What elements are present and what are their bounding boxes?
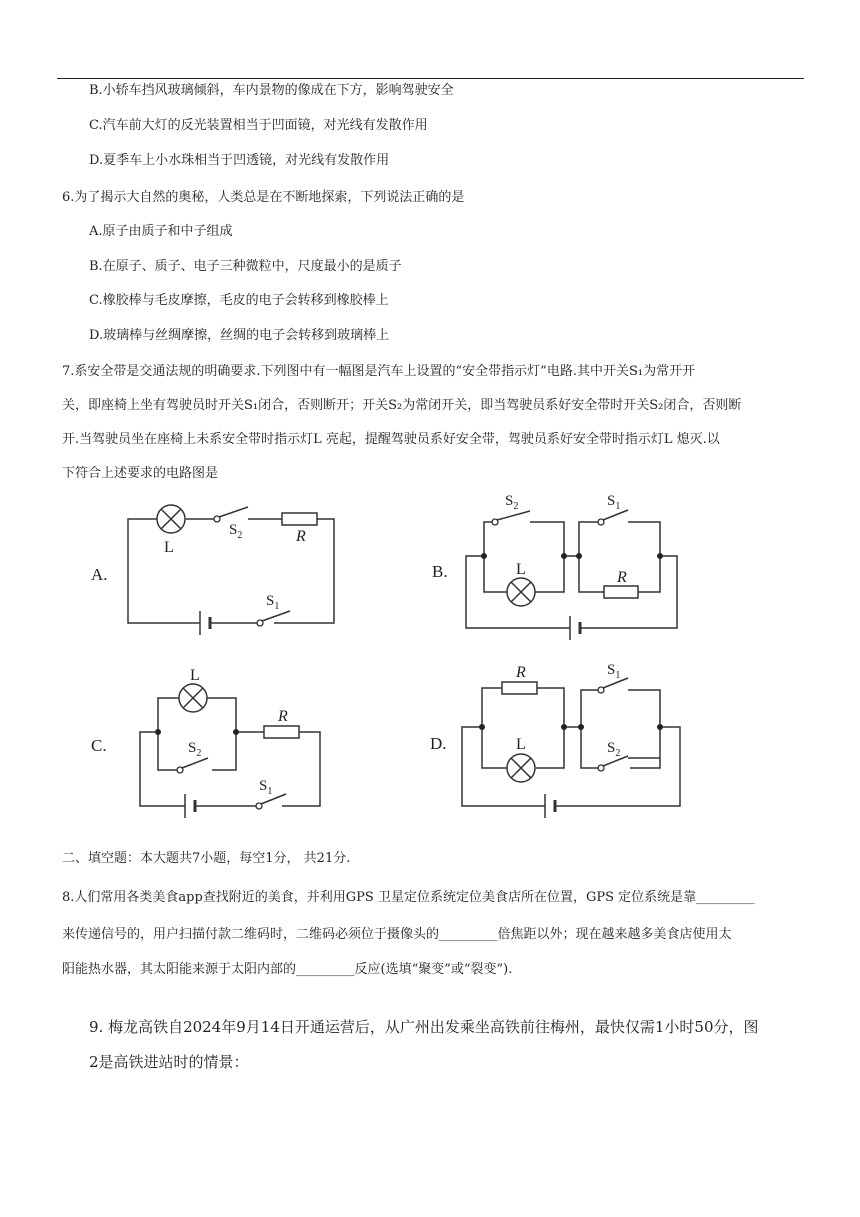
- lamp-label: L: [516, 736, 526, 753]
- circuit-d: [430, 662, 680, 818]
- q7-line-3: 开.当驾驶员坐在座椅上未系安全带时指示灯L 亮起，提醒驾驶员系好安全带，驾驶员系好安全带时指示灯L 熄灭.以: [62, 432, 720, 447]
- q5-option-c: C.汽车前大灯的反光装置相当于凹面镜，对光线有发散作用: [89, 118, 428, 133]
- switch-s1-icon: [598, 678, 628, 693]
- q9-line-1: 9. 梅龙高铁自2024年9月14日开通运营后，从广州出发乘坐高铁前往梅州，最快仅需1小时50分，图: [89, 1018, 759, 1036]
- resistor-label: R: [278, 708, 288, 725]
- battery-icon: [200, 611, 210, 635]
- q6-stem: 6.为了揭示大自然的奥秘，人类总是在不断地探索，下列说法正确的是: [62, 190, 465, 205]
- lamp-icon: [507, 754, 535, 782]
- circuit-d-option-label: D.: [430, 734, 447, 753]
- circuit-a: [91, 505, 334, 635]
- resistor-icon: [264, 726, 299, 738]
- q7-line-2: 关，即座椅上坐有驾驶员时开关S₁闭合，否则断开；开关S₂为常闭开关，即当驾驶员系好安全带时开关S₂闭合，否则断: [62, 398, 742, 413]
- switch-s1-label: $S_1$: [607, 662, 621, 681]
- q5-option-d: D.夏季车上小水珠相当于凹透镜，对光线有发散作用: [89, 153, 390, 168]
- circuit-c-option-label: C.: [91, 736, 107, 755]
- switch-s1-label: $S_1$: [259, 778, 273, 797]
- switch-s1-label: $S_1$: [607, 493, 621, 512]
- q6-option-a: A.原子由质子和中子组成: [89, 224, 233, 239]
- section-heading: 二、填空题：本大题共7小题，每空1分， 共21分.: [62, 851, 351, 866]
- q6-option-d: D.玻璃棒与丝绸摩擦，丝绸的电子会转移到玻璃棒上: [89, 328, 390, 343]
- q6-option-b: B.在原子、质子、电子三种微粒中，尺度最小的是质子: [89, 259, 402, 274]
- resistor-icon: [282, 513, 317, 525]
- lamp-label: L: [164, 539, 174, 556]
- switch-s1-icon: [598, 510, 628, 525]
- q7-line-4: 下符合上述要求的电路图是: [62, 466, 219, 481]
- resistor-label: R: [617, 569, 627, 586]
- q8-line-1: 8.人们常用各类美食app查找附近的美食，并利用GPS 卫星定位系统定位美食店所在位置，GPS 定位系统是靠_________: [62, 890, 755, 905]
- lamp-icon: [179, 684, 207, 712]
- switch-s2-label: $S_2$: [607, 740, 621, 759]
- circuit-a-option-label: A.: [91, 565, 108, 584]
- q7-line-1: 7.系安全带是交通法规的明确要求.下列图中有一幅图是汽车上设置的“安全带指示灯”电路.其中开关S₁为常开开: [62, 364, 696, 379]
- resistor-icon: [604, 586, 638, 598]
- q6-option-c: C.橡胶棒与毛皮摩擦，毛皮的电子会转移到橡胶棒上: [89, 293, 389, 308]
- resistor-label: R: [296, 528, 306, 545]
- switch-s1-label: $S_1$: [266, 593, 280, 612]
- battery-icon: [545, 794, 555, 818]
- switch-s2-label: $S_2$: [229, 522, 243, 541]
- lamp-icon: [507, 578, 535, 606]
- lamp-label: L: [190, 667, 200, 684]
- q9-line-2: 2是高铁进站时的情景：: [89, 1053, 249, 1071]
- switch-s2-label: $S_2$: [505, 493, 519, 512]
- switch-s2-icon: [177, 758, 208, 773]
- q8-line-2: 来传递信号的，用户扫描付款二维码时，二维码必须位于摄像头的_________倍焦距以外；现在越来越多美食店使用太: [62, 927, 732, 942]
- switch-s2-label: $S_2$: [188, 740, 202, 759]
- battery-icon: [570, 616, 580, 640]
- circuit-b-option-label: B.: [432, 562, 448, 581]
- lamp-icon: [157, 505, 185, 533]
- switch-s2-icon: [598, 756, 628, 771]
- switch-s2-icon: [214, 507, 248, 522]
- circuit-b: [432, 493, 677, 640]
- switch-s2-icon: [492, 511, 530, 525]
- q5-option-b: B.小轿车挡风玻璃倾斜，车内景物的像成在下方，影响驾驶安全: [89, 83, 454, 98]
- resistor-label: R: [516, 664, 526, 681]
- circuit-c: [91, 667, 320, 818]
- lamp-label: L: [516, 561, 526, 578]
- resistor-icon: [502, 682, 537, 694]
- battery-icon: [185, 794, 195, 818]
- q8-line-3: 阳能热水器，其太阳能来源于太阳内部的_________反应(选填“聚变”或“裂变”).: [62, 962, 513, 977]
